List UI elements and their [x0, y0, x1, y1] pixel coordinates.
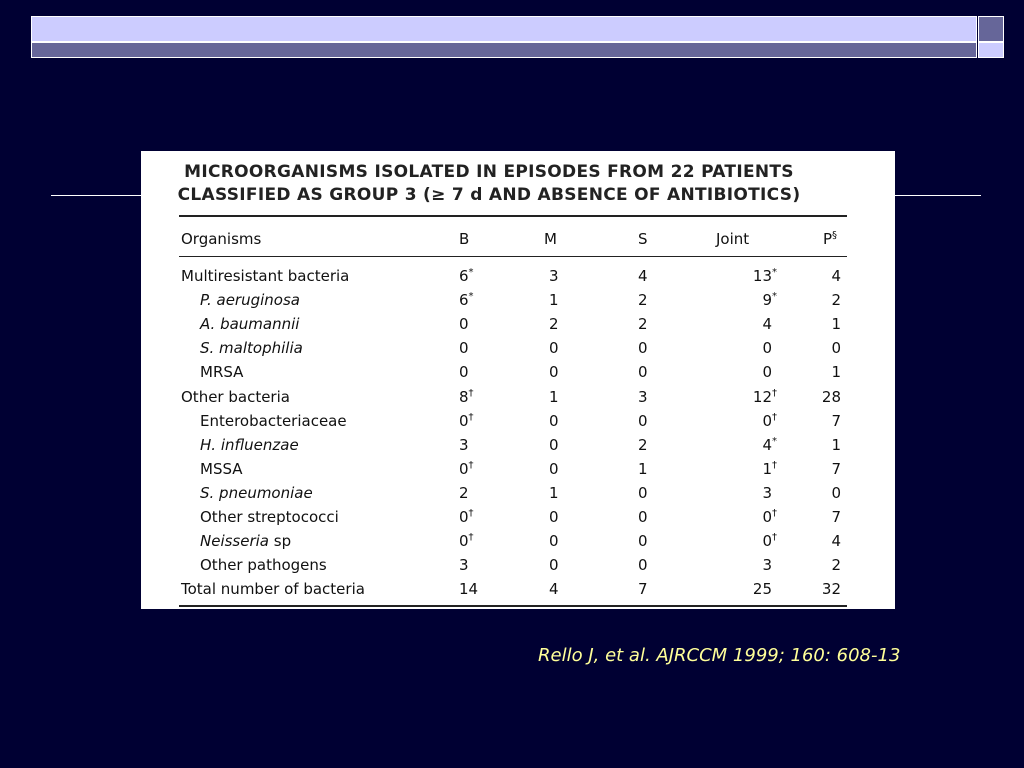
- cell-m: 0: [549, 459, 559, 478]
- cell-b: [459, 457, 474, 481]
- cell-joint-value: 4: [762, 315, 772, 334]
- header-p: [823, 227, 837, 251]
- table-row: [141, 553, 895, 577]
- cell-joint-value: 0: [762, 339, 772, 358]
- cell-b-value: 0: [459, 508, 469, 526]
- table-row: [141, 457, 895, 481]
- organism-name: [200, 529, 291, 553]
- table-row: [141, 577, 895, 601]
- organism-name-text: Neisseria: [200, 532, 270, 551]
- citation: Rello J, et al. AJRCCM 1999; 160: 608-13: [538, 645, 901, 666]
- table-row: [141, 481, 895, 505]
- cell-joint-value: 0: [762, 508, 772, 526]
- cell-joint: 4*: [762, 435, 777, 454]
- cell-joint: 0†: [762, 411, 777, 430]
- cell-m: 3: [549, 267, 559, 285]
- cell-joint-value: 3: [762, 556, 772, 575]
- cell-b-value: 14: [459, 580, 479, 599]
- organism-name-text: Multiresistant bacteria: [181, 267, 350, 285]
- cell-b-value: 0: [459, 532, 469, 551]
- table-row: [141, 433, 895, 457]
- table-header-row: [141, 227, 895, 251]
- cell-m: 0: [549, 339, 559, 358]
- cell-joint: 9*: [762, 291, 777, 310]
- organism-name: [181, 385, 290, 409]
- cell-b: [459, 481, 469, 505]
- cell-s: 0: [638, 556, 648, 575]
- organism-name: [200, 505, 339, 529]
- cell-m: 1: [549, 483, 559, 502]
- cell-m: 0: [549, 556, 559, 575]
- cell-b: [459, 433, 469, 457]
- organism-name-text: S. maltophilia: [200, 339, 303, 358]
- cell-b: [459, 288, 474, 312]
- table-row: [141, 385, 895, 409]
- cell-b: [459, 264, 474, 288]
- cell-p: 7: [831, 411, 841, 430]
- cell-b-footnote-mark: †: [468, 387, 474, 399]
- cell-b: [459, 577, 478, 601]
- cell-b: [459, 360, 469, 384]
- organism-name-text: Other streptococci: [200, 508, 339, 526]
- cell-b-value: 2: [459, 483, 469, 502]
- cell-s: 0: [638, 339, 648, 358]
- cell-p: 2: [831, 291, 841, 310]
- cell-b: [459, 409, 474, 433]
- cell-s: 0: [638, 483, 648, 502]
- cell-m: 1: [549, 291, 559, 310]
- cell-m: 0: [549, 532, 559, 551]
- table-bottom-rule: [179, 605, 847, 607]
- cell-joint: [709, 553, 779, 577]
- cell-joint: [709, 577, 779, 601]
- organism-name-text: MSSA: [200, 459, 243, 478]
- cell-joint: 1†: [762, 459, 777, 478]
- header-bar-dark: [31, 42, 977, 58]
- header-b: B: [459, 230, 470, 248]
- cell-b-value: 0: [459, 363, 469, 382]
- cell-p: 4: [831, 532, 841, 551]
- cell-p: 7: [831, 459, 841, 478]
- cell-p: 28: [821, 387, 841, 406]
- organism-name: [200, 409, 347, 433]
- cell-p: 1: [831, 363, 841, 382]
- cell-b-value: 6: [459, 267, 469, 285]
- cell-b-footnote-mark: *: [468, 291, 474, 303]
- cell-b: [459, 553, 469, 577]
- cell-joint-value: 0: [762, 363, 772, 382]
- cell-p: 1: [831, 315, 841, 334]
- table-row: [141, 529, 895, 553]
- cell-s: 0: [638, 411, 648, 430]
- table-row: [141, 264, 895, 288]
- cell-b-value: 3: [459, 435, 469, 454]
- organism-name-suffix: sp: [269, 532, 292, 551]
- table-title-line-1: MICROORGANISMS ISOLATED IN EPISODES FROM 22 PATIENTS: [184, 162, 794, 182]
- cell-joint: 0†: [762, 508, 777, 526]
- cell-joint-value: 9: [762, 291, 772, 310]
- table-row: [141, 360, 895, 384]
- organism-name-text: MRSA: [200, 363, 244, 382]
- organism-name-text: P. aeruginosa: [200, 291, 300, 310]
- cell-joint-value: 1: [762, 459, 772, 478]
- cell-b-value: 3: [459, 556, 469, 575]
- cell-s: 3: [638, 387, 648, 406]
- organism-name: [181, 264, 349, 288]
- cell-joint: [709, 481, 779, 505]
- cell-b-value: 0: [459, 339, 469, 358]
- header-m: M: [544, 230, 557, 248]
- table-title-line-2: CLASSIFIED AS GROUP 3 (≥ 7 d AND ABSENCE OF ANTIBIOTICS): [177, 185, 801, 205]
- cell-s: 2: [638, 435, 648, 454]
- organism-name-text: Other bacteria: [181, 387, 290, 406]
- cell-joint: [709, 336, 779, 360]
- cell-m: 0: [549, 435, 559, 454]
- cell-m: 0: [549, 411, 559, 430]
- cell-b-value: 6: [459, 291, 469, 310]
- cell-joint: 13*: [752, 267, 777, 285]
- cell-s: 1: [638, 459, 648, 478]
- header-organisms: Organisms: [181, 230, 262, 248]
- table-title: [141, 161, 837, 207]
- cell-s: 7: [638, 580, 648, 599]
- cell-p: 1: [831, 435, 841, 454]
- organism-name: [181, 577, 365, 601]
- cell-b-footnote-mark: †: [468, 508, 474, 519]
- cell-joint-value: 13: [752, 267, 772, 285]
- cell-joint-value: 25: [752, 580, 772, 599]
- cell-b-footnote-mark: †: [468, 411, 474, 423]
- cell-p: 4: [831, 267, 841, 285]
- cell-joint: [709, 360, 779, 384]
- organism-name-text: Total number of bacteria: [181, 580, 365, 599]
- organism-name: [200, 457, 243, 481]
- table-row: [141, 312, 895, 336]
- cell-joint-value: 4: [762, 435, 772, 454]
- table-row: [141, 336, 895, 360]
- organism-name: [200, 312, 299, 336]
- header-joint: Joint: [716, 230, 750, 248]
- header-bar-light: [31, 16, 977, 42]
- cell-m: 4: [549, 580, 559, 599]
- cell-b-footnote-mark: †: [468, 459, 474, 471]
- cell-b-footnote-mark: *: [468, 267, 474, 278]
- organism-name-text: Other pathogens: [200, 556, 327, 575]
- cell-s: 2: [638, 291, 648, 310]
- cell-p: 32: [821, 580, 841, 599]
- cell-b: [459, 529, 474, 553]
- cell-joint-value: 0: [762, 532, 772, 551]
- organism-name: [200, 360, 243, 384]
- organism-name: [200, 553, 327, 577]
- cell-joint: 0†: [762, 532, 777, 551]
- organism-name-text: S. pneumoniae: [200, 483, 313, 502]
- cell-p: 7: [831, 508, 841, 526]
- cell-m: 0: [549, 508, 559, 526]
- cell-p: 0: [831, 339, 841, 358]
- cell-p: 0: [831, 483, 841, 502]
- cell-b-value: 8: [459, 387, 469, 406]
- cell-s: 4: [638, 267, 648, 285]
- cell-s: 0: [638, 508, 648, 526]
- header-p-label: P: [823, 230, 833, 248]
- table-row: [141, 409, 895, 433]
- header-s: S: [638, 230, 648, 248]
- cell-b: [459, 312, 469, 336]
- header-square-dark: [978, 16, 1004, 42]
- table-top-rule: [179, 215, 847, 217]
- header-square-light: [978, 42, 1004, 58]
- table-image-panel: [141, 151, 895, 609]
- organism-name: [200, 433, 299, 457]
- organism-name: [200, 288, 300, 312]
- cell-m: 2: [549, 315, 559, 334]
- organism-name: [200, 336, 303, 360]
- table-row: [141, 288, 895, 312]
- cell-b-value: 0: [459, 411, 469, 430]
- cell-b: [459, 505, 474, 529]
- cell-joint-value: 3: [762, 483, 772, 502]
- cell-b: [459, 385, 474, 409]
- cell-joint: 12†: [752, 387, 777, 406]
- cell-s: 0: [638, 532, 648, 551]
- header-p-footnote-mark: §: [832, 230, 838, 241]
- cell-b-value: 0: [459, 459, 469, 478]
- cell-b-footnote-mark: †: [468, 532, 474, 544]
- cell-joint-value: 0: [762, 411, 772, 430]
- cell-p: 2: [831, 556, 841, 575]
- table-header-rule: [179, 256, 847, 257]
- cell-b-value: 0: [459, 315, 469, 334]
- cell-b: [459, 336, 469, 360]
- cell-m: 1: [549, 387, 559, 406]
- organism-name: [200, 481, 313, 505]
- table-row: [141, 505, 895, 529]
- cell-m: 0: [549, 363, 559, 382]
- organism-name-text: Enterobacteriaceae: [200, 411, 347, 430]
- cell-joint: [709, 312, 779, 336]
- organism-name-text: H. influenzae: [200, 435, 299, 454]
- organism-name-text: A. baumannii: [200, 315, 300, 334]
- cell-s: 2: [638, 315, 648, 334]
- cell-s: 0: [638, 363, 648, 382]
- cell-joint-value: 12: [752, 387, 772, 406]
